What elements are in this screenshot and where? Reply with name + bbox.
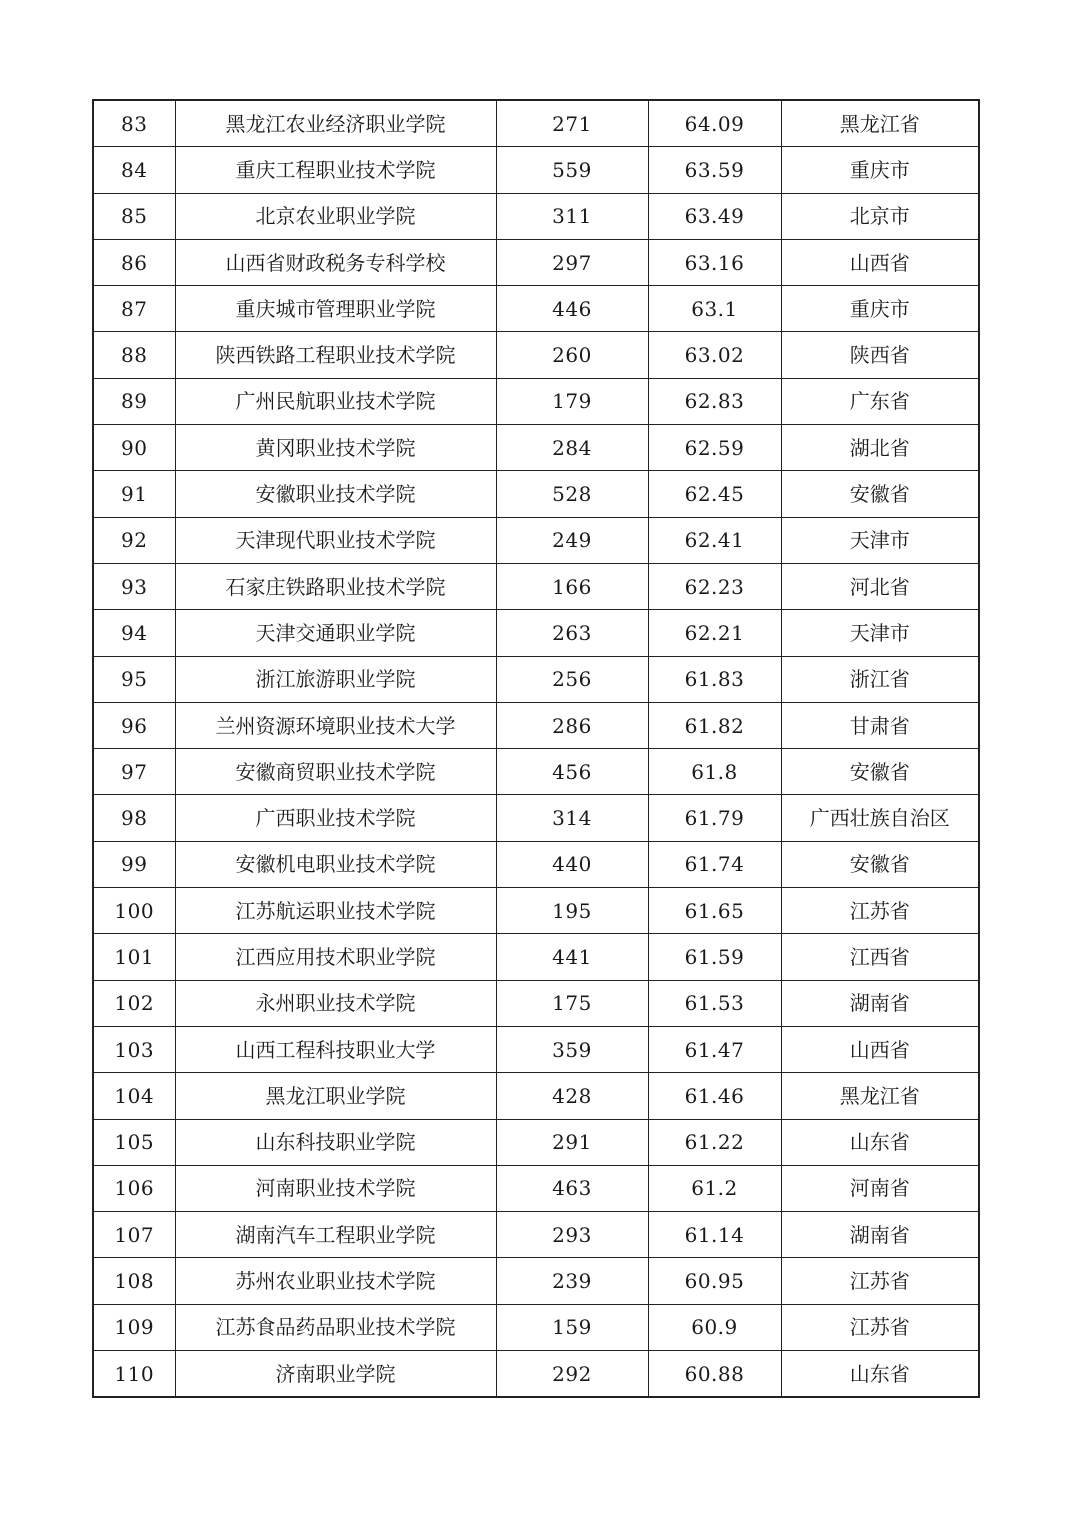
rank-cell: 106 bbox=[93, 1165, 175, 1211]
rank-cell: 94 bbox=[93, 610, 175, 656]
score-cell: 61.83 bbox=[648, 656, 781, 702]
rank-cell: 93 bbox=[93, 563, 175, 609]
score-cell: 63.16 bbox=[648, 239, 781, 285]
region-cell: 安徽省 bbox=[781, 749, 979, 795]
rank-cell: 101 bbox=[93, 934, 175, 980]
count-cell: 359 bbox=[496, 1026, 648, 1072]
region-cell: 北京市 bbox=[781, 193, 979, 239]
region-cell: 山西省 bbox=[781, 1026, 979, 1072]
count-cell: 291 bbox=[496, 1119, 648, 1165]
rank-cell: 99 bbox=[93, 841, 175, 887]
count-cell: 239 bbox=[496, 1258, 648, 1304]
score-cell: 62.45 bbox=[648, 471, 781, 517]
school-name-cell: 山西省财政税务专科学校 bbox=[175, 239, 496, 285]
table-row bbox=[93, 100, 979, 147]
score-cell: 63.59 bbox=[648, 147, 781, 193]
count-cell: 179 bbox=[496, 378, 648, 424]
count-cell: 195 bbox=[496, 888, 648, 934]
table-row bbox=[93, 239, 979, 285]
table-row bbox=[93, 147, 979, 193]
rank-cell: 83 bbox=[93, 100, 175, 147]
school-name-cell: 安徽职业技术学院 bbox=[175, 471, 496, 517]
score-cell: 61.22 bbox=[648, 1119, 781, 1165]
rank-cell: 86 bbox=[93, 239, 175, 285]
school-name-cell: 陕西铁路工程职业技术学院 bbox=[175, 332, 496, 378]
school-name-cell: 重庆工程职业技术学院 bbox=[175, 147, 496, 193]
table-row bbox=[93, 1304, 979, 1350]
count-cell: 446 bbox=[496, 286, 648, 332]
region-cell: 湖北省 bbox=[781, 425, 979, 471]
school-name-cell: 江苏食品药品职业技术学院 bbox=[175, 1304, 496, 1350]
region-cell: 湖南省 bbox=[781, 1212, 979, 1258]
region-cell: 浙江省 bbox=[781, 656, 979, 702]
count-cell: 559 bbox=[496, 147, 648, 193]
count-cell: 159 bbox=[496, 1304, 648, 1350]
count-cell: 463 bbox=[496, 1165, 648, 1211]
rank-cell: 95 bbox=[93, 656, 175, 702]
score-cell: 63.1 bbox=[648, 286, 781, 332]
count-cell: 286 bbox=[496, 702, 648, 748]
table-row bbox=[93, 286, 979, 332]
count-cell: 440 bbox=[496, 841, 648, 887]
table-row bbox=[93, 563, 979, 609]
table-row bbox=[93, 425, 979, 471]
school-name-cell: 山西工程科技职业大学 bbox=[175, 1026, 496, 1072]
rank-cell: 108 bbox=[93, 1258, 175, 1304]
rank-cell: 90 bbox=[93, 425, 175, 471]
school-name-cell: 兰州资源环境职业技术大学 bbox=[175, 702, 496, 748]
rank-cell: 91 bbox=[93, 471, 175, 517]
region-cell: 江西省 bbox=[781, 934, 979, 980]
table-row bbox=[93, 934, 979, 980]
score-cell: 62.23 bbox=[648, 563, 781, 609]
table-row bbox=[93, 1258, 979, 1304]
region-cell: 广西壮族自治区 bbox=[781, 795, 979, 841]
table-row bbox=[93, 1073, 979, 1119]
school-name-cell: 安徽商贸职业技术学院 bbox=[175, 749, 496, 795]
count-cell: 292 bbox=[496, 1351, 648, 1398]
count-cell: 175 bbox=[496, 980, 648, 1026]
school-name-cell: 黑龙江农业经济职业学院 bbox=[175, 100, 496, 147]
school-name-cell: 重庆城市管理职业学院 bbox=[175, 286, 496, 332]
region-cell: 山西省 bbox=[781, 239, 979, 285]
score-cell: 63.02 bbox=[648, 332, 781, 378]
region-cell: 重庆市 bbox=[781, 286, 979, 332]
school-name-cell: 北京农业职业学院 bbox=[175, 193, 496, 239]
ranking-table bbox=[92, 99, 980, 1398]
count-cell: 456 bbox=[496, 749, 648, 795]
school-name-cell: 黑龙江职业学院 bbox=[175, 1073, 496, 1119]
region-cell: 江苏省 bbox=[781, 888, 979, 934]
school-name-cell: 济南职业学院 bbox=[175, 1351, 496, 1398]
school-name-cell: 天津现代职业技术学院 bbox=[175, 517, 496, 563]
count-cell: 428 bbox=[496, 1073, 648, 1119]
table-row bbox=[93, 1165, 979, 1211]
table-row bbox=[93, 795, 979, 841]
table-row bbox=[93, 980, 979, 1026]
score-cell: 61.8 bbox=[648, 749, 781, 795]
school-name-cell: 江苏航运职业技术学院 bbox=[175, 888, 496, 934]
table-row bbox=[93, 1119, 979, 1165]
score-cell: 62.59 bbox=[648, 425, 781, 471]
score-cell: 61.47 bbox=[648, 1026, 781, 1072]
score-cell: 61.79 bbox=[648, 795, 781, 841]
region-cell: 甘肃省 bbox=[781, 702, 979, 748]
school-name-cell: 天津交通职业学院 bbox=[175, 610, 496, 656]
count-cell: 293 bbox=[496, 1212, 648, 1258]
count-cell: 271 bbox=[496, 100, 648, 147]
count-cell: 297 bbox=[496, 239, 648, 285]
table-row bbox=[93, 1212, 979, 1258]
rank-cell: 109 bbox=[93, 1304, 175, 1350]
region-cell: 山东省 bbox=[781, 1119, 979, 1165]
school-name-cell: 河南职业技术学院 bbox=[175, 1165, 496, 1211]
count-cell: 256 bbox=[496, 656, 648, 702]
region-cell: 河南省 bbox=[781, 1165, 979, 1211]
region-cell: 重庆市 bbox=[781, 147, 979, 193]
region-cell: 陕西省 bbox=[781, 332, 979, 378]
table-row bbox=[93, 193, 979, 239]
score-cell: 60.9 bbox=[648, 1304, 781, 1350]
school-name-cell: 苏州农业职业技术学院 bbox=[175, 1258, 496, 1304]
score-cell: 62.41 bbox=[648, 517, 781, 563]
table-row bbox=[93, 610, 979, 656]
score-cell: 60.95 bbox=[648, 1258, 781, 1304]
rank-cell: 88 bbox=[93, 332, 175, 378]
rank-cell: 98 bbox=[93, 795, 175, 841]
rank-cell: 85 bbox=[93, 193, 175, 239]
rank-cell: 96 bbox=[93, 702, 175, 748]
table-row bbox=[93, 471, 979, 517]
score-cell: 61.53 bbox=[648, 980, 781, 1026]
table-row bbox=[93, 332, 979, 378]
region-cell: 安徽省 bbox=[781, 471, 979, 517]
region-cell: 黑龙江省 bbox=[781, 1073, 979, 1119]
table-row bbox=[93, 702, 979, 748]
table-row bbox=[93, 378, 979, 424]
table-row bbox=[93, 841, 979, 887]
table-row bbox=[93, 1351, 979, 1398]
region-cell: 江苏省 bbox=[781, 1258, 979, 1304]
score-cell: 63.49 bbox=[648, 193, 781, 239]
rank-cell: 89 bbox=[93, 378, 175, 424]
school-name-cell: 广州民航职业技术学院 bbox=[175, 378, 496, 424]
table-row bbox=[93, 888, 979, 934]
count-cell: 441 bbox=[496, 934, 648, 980]
school-name-cell: 江西应用技术职业学院 bbox=[175, 934, 496, 980]
rank-cell: 110 bbox=[93, 1351, 175, 1398]
table-row bbox=[93, 656, 979, 702]
school-name-cell: 石家庄铁路职业技术学院 bbox=[175, 563, 496, 609]
school-name-cell: 黄冈职业技术学院 bbox=[175, 425, 496, 471]
region-cell: 天津市 bbox=[781, 517, 979, 563]
rank-cell: 92 bbox=[93, 517, 175, 563]
table-row bbox=[93, 1026, 979, 1072]
school-name-cell: 广西职业技术学院 bbox=[175, 795, 496, 841]
rank-cell: 87 bbox=[93, 286, 175, 332]
region-cell: 河北省 bbox=[781, 563, 979, 609]
region-cell: 黑龙江省 bbox=[781, 100, 979, 147]
score-cell: 61.74 bbox=[648, 841, 781, 887]
count-cell: 314 bbox=[496, 795, 648, 841]
rank-cell: 84 bbox=[93, 147, 175, 193]
region-cell: 湖南省 bbox=[781, 980, 979, 1026]
region-cell: 广东省 bbox=[781, 378, 979, 424]
count-cell: 249 bbox=[496, 517, 648, 563]
count-cell: 311 bbox=[496, 193, 648, 239]
school-name-cell: 浙江旅游职业学院 bbox=[175, 656, 496, 702]
score-cell: 64.09 bbox=[648, 100, 781, 147]
count-cell: 284 bbox=[496, 425, 648, 471]
score-cell: 62.21 bbox=[648, 610, 781, 656]
region-cell: 安徽省 bbox=[781, 841, 979, 887]
table-row bbox=[93, 749, 979, 795]
school-name-cell: 山东科技职业学院 bbox=[175, 1119, 496, 1165]
score-cell: 61.59 bbox=[648, 934, 781, 980]
score-cell: 61.46 bbox=[648, 1073, 781, 1119]
rank-cell: 100 bbox=[93, 888, 175, 934]
region-cell: 天津市 bbox=[781, 610, 979, 656]
score-cell: 62.83 bbox=[648, 378, 781, 424]
score-cell: 61.82 bbox=[648, 702, 781, 748]
rank-cell: 102 bbox=[93, 980, 175, 1026]
rank-cell: 103 bbox=[93, 1026, 175, 1072]
count-cell: 166 bbox=[496, 563, 648, 609]
count-cell: 260 bbox=[496, 332, 648, 378]
table-row bbox=[93, 517, 979, 563]
school-name-cell: 湖南汽车工程职业学院 bbox=[175, 1212, 496, 1258]
rank-cell: 107 bbox=[93, 1212, 175, 1258]
region-cell: 山东省 bbox=[781, 1351, 979, 1398]
score-cell: 61.65 bbox=[648, 888, 781, 934]
score-cell: 61.14 bbox=[648, 1212, 781, 1258]
rank-cell: 104 bbox=[93, 1073, 175, 1119]
ranking-table-body bbox=[93, 100, 979, 1397]
school-name-cell: 安徽机电职业技术学院 bbox=[175, 841, 496, 887]
count-cell: 263 bbox=[496, 610, 648, 656]
count-cell: 528 bbox=[496, 471, 648, 517]
region-cell: 江苏省 bbox=[781, 1304, 979, 1350]
rank-cell: 105 bbox=[93, 1119, 175, 1165]
score-cell: 61.2 bbox=[648, 1165, 781, 1211]
school-name-cell: 永州职业技术学院 bbox=[175, 980, 496, 1026]
score-cell: 60.88 bbox=[648, 1351, 781, 1398]
rank-cell: 97 bbox=[93, 749, 175, 795]
